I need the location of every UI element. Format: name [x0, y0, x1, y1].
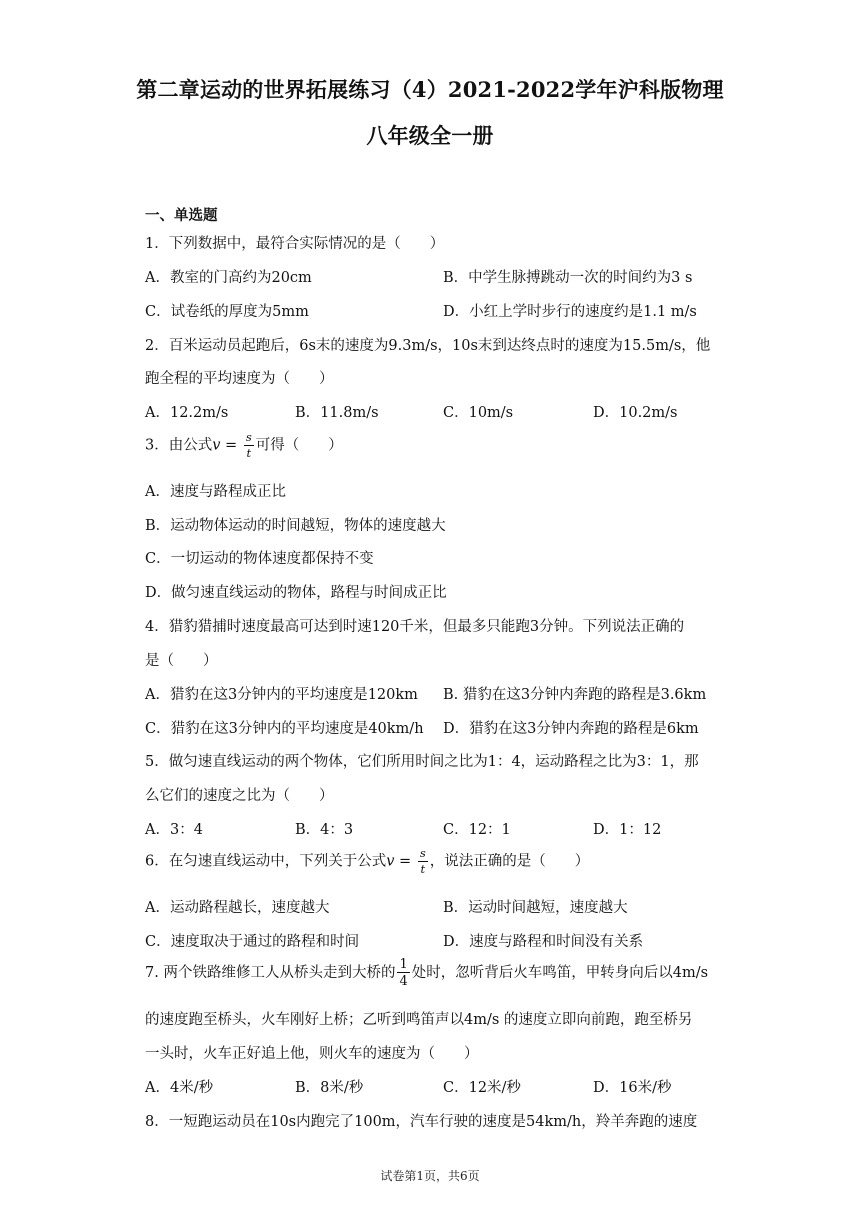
q1-option-d: D．小红上学时步行的速度约是1.1 m/s — [443, 304, 697, 320]
q6-option-a: A．运动路程越长，速度越大 — [145, 900, 330, 916]
q6-formula-numerator: s — [419, 846, 426, 860]
q6-formula-denominator: t — [420, 861, 426, 876]
q1-option-b: B．中学生脉搏跳动一次的时间约为3 s — [443, 270, 693, 286]
q7-option-d: D．16米/秒 — [593, 1080, 672, 1096]
q2-option-d: D．10.2m/s — [593, 405, 678, 421]
q3-formula-var: v — [212, 437, 221, 454]
section-heading: 一、单选题 — [145, 207, 218, 224]
q4-option-a: A．猎豹在这3分钟内的平均速度是120km — [145, 687, 418, 703]
q7-stem-suffix: 处时，忽听背后火车鸣笛，甲转身向后以4m/s — [411, 965, 709, 981]
q5-stem-line2: 么它们的速度之比为（ ） — [145, 788, 334, 804]
page-footer: 试卷第1页，共6页 — [380, 1169, 480, 1183]
q1-option-a: A．教室的门高约为20cm — [145, 270, 312, 286]
q7-option-b: B．8米/秒 — [295, 1080, 364, 1096]
q3-stem-suffix: 可得（ ） — [255, 437, 343, 454]
q2-option-c: C．10m/s — [443, 405, 514, 421]
q3-formula-eq: = — [220, 437, 242, 454]
q3-formula-numerator: s — [245, 430, 252, 444]
q7-option-c: C．12米/秒 — [443, 1080, 521, 1096]
q4-stem-line1: 4．猎豹猎捕时速度最高可达到时速120千米，但最多只能跑3分钟。下列说法正确的 — [145, 619, 685, 635]
q4-option-d: D．猎豹在这3分钟内奔跑的路程是6km — [443, 721, 699, 737]
q2-stem-line2: 跑全程的平均速度为（ ） — [145, 371, 334, 387]
q2-option-a: A．12.2m/s — [145, 405, 229, 421]
q5-option-d: D．1：12 — [593, 822, 662, 838]
q3-option-b: B．运动物体运动的时间越短，物体的速度越大 — [145, 518, 446, 534]
q6-stem-suffix: ，说法正确的是（ ） — [429, 853, 590, 870]
q6-formula-eq: = — [394, 853, 416, 870]
q3-option-c: C．一切运动的物体速度都保持不变 — [145, 551, 374, 567]
page-title-line1: 第二章运动的世界拓展练习（4）2021-2022学年沪科版物理 — [136, 77, 724, 102]
q3-formula-denominator: t — [246, 445, 252, 460]
q7-fraction — [397, 958, 409, 988]
q7-stem-line2: 的速度跑至桥头，火车刚好上桥；乙听到鸣笛声以4m/s 的速度立即向前跑，跑至桥另 — [145, 1012, 693, 1028]
q8-stem-line1: 8．一短跑运动员在10s内跑完了100m，汽车行驶的速度是54km/h，羚羊奔跑的速度 — [145, 1114, 698, 1130]
q3-stem — [145, 432, 343, 459]
q4-option-b: B. 猎豹在这3分钟内奔跑的路程是3.6km — [443, 687, 707, 703]
q5-option-a: A．3：4 — [145, 822, 203, 838]
q6-formula-fraction — [418, 848, 428, 875]
q7-fraction-denominator: 4 — [399, 974, 408, 989]
q2-stem-line1: 2．百米运动员起跑后，6s末的速度为9.3m/s，10s末到达终点时的速度为15.5m/s，他 — [145, 338, 711, 354]
q6-formula-var: v — [386, 853, 395, 870]
q2-option-b: B．11.8m/s — [295, 405, 379, 421]
q1-stem: 1．下列数据中，最符合实际情况的是（ ） — [145, 236, 445, 252]
q6-option-b: B．运动时间越短，速度越大 — [443, 900, 628, 916]
q3-formula-fraction — [244, 432, 254, 459]
q3-option-d: D．做匀速直线运动的物体，路程与时间成正比 — [145, 585, 447, 601]
q1-option-c: C．试卷纸的厚度为5mm — [145, 304, 309, 320]
q6-option-d: D．速度与路程和时间没有关系 — [443, 934, 644, 950]
q7-fraction-numerator: 1 — [399, 957, 408, 972]
q5-option-c: C．12：1 — [443, 822, 511, 838]
q5-option-b: B．4：3 — [295, 822, 354, 838]
q7-stem-line1 — [145, 958, 708, 988]
q4-stem-line2: 是（ ） — [145, 653, 218, 669]
q6-stem-prefix: 6．在匀速直线运动中，下列关于公式 — [145, 853, 387, 870]
q5-stem-line1: 5．做匀速直线运动的两个物体，它们所用时间之比为1：4，运动路程之比为3：1，那 — [145, 754, 699, 770]
q7-stem-line3: 一头时，火车正好追上他，则火车的速度为（ ） — [145, 1046, 479, 1062]
q6-option-c: C．速度取决于通过的路程和时间 — [145, 934, 360, 950]
q7-stem-prefix: 7. 两个铁路维修工人从桥头走到大桥的 — [145, 965, 396, 981]
q6-stem — [145, 848, 589, 875]
q4-option-c: C．猎豹在这3分钟内的平均速度是40km/h — [145, 721, 424, 737]
q3-stem-prefix: 3．由公式 — [145, 437, 213, 454]
q7-option-a: A．4米/秒 — [145, 1080, 214, 1096]
q3-option-a: A．速度与路程成正比 — [145, 484, 286, 500]
page-title-line2: 八年级全一册 — [366, 123, 494, 148]
